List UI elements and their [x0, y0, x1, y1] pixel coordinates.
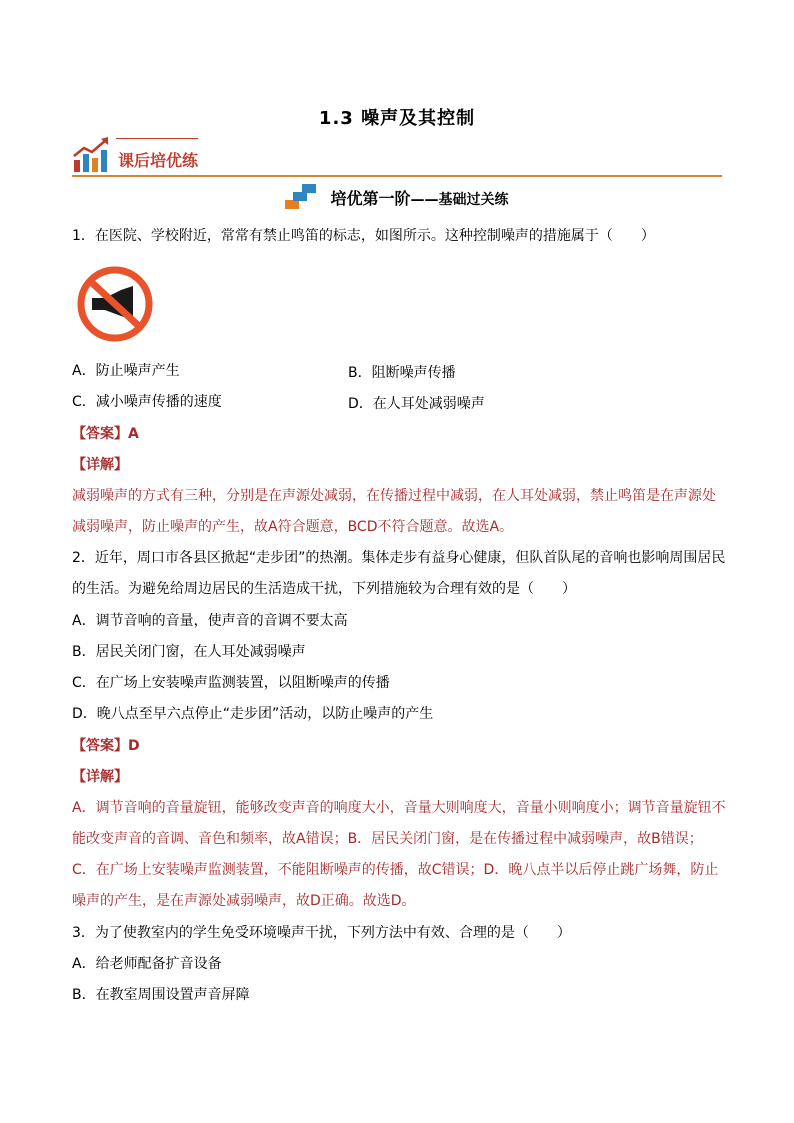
q3-stem: 3．为了使教室内的学生免受环境噪声干扰，下列方法中有效、合理的是（ ）	[72, 925, 571, 941]
growth-chart-icon	[72, 136, 112, 174]
q2-explanation-line: C．在广场上安装噪声监测装置，不能阻断噪声的传播，故C错误；D．晚八点半以后停止跳广场舞，防止	[72, 862, 719, 878]
q1-stem: 1．在医院、学校附近，常常有禁止鸣笛的标志，如图所示。这种控制噪声的措施属于（ ）	[72, 228, 655, 244]
q2-stem-line: 2．近年，周口市各县区掀起“走步团”的热潮。集体走步有益身心健康，但队首队尾的音响也影响周围居民	[72, 550, 726, 566]
stairs-icon	[285, 184, 319, 210]
subsection-dash: ——	[410, 191, 439, 208]
q2-explanation-line: 能改变声音的音调、音色和频率，故A错误；B．居民关闭门窗，是在传播过程中减弱噪声，故B错误；	[72, 831, 703, 847]
section-title: 课后培优练	[118, 151, 199, 170]
q3-option-b: B．在教室周围设置声音屏障	[72, 987, 250, 1003]
q1-option-c: C．减小噪声传播的速度	[72, 394, 222, 410]
q1-detail-label: 【详解】	[72, 457, 128, 473]
subsection-heading	[0, 184, 794, 212]
section-header	[72, 136, 722, 180]
header-topline	[116, 138, 198, 139]
q1-option-d: D．在人耳处减弱噪声	[348, 396, 485, 412]
q1-explanation-line: 减弱噪声，防止噪声的产生，故A符合题意，BCD不符合题意。故选A。	[72, 519, 514, 535]
page-title: 1.3 噪声及其控制	[318, 108, 476, 129]
q3-option-a: A．给老师配备扩音设备	[72, 956, 222, 972]
no-horn-sign-icon	[75, 264, 155, 344]
q2-stem-line: 的生活。为避免给周边居民的生活造成干扰，下列措施较为合理有效的是（ ）	[72, 581, 576, 597]
header-divider	[72, 175, 722, 177]
q1-answer: 【答案】A	[72, 426, 139, 442]
q2-answer: 【答案】D	[72, 738, 140, 754]
q2-option-c: C．在广场上安装噪声监测装置，以阻断噪声的传播	[72, 675, 390, 691]
subsection-sub: 基础过关练	[438, 191, 509, 208]
q2-detail-label: 【详解】	[72, 769, 128, 785]
q2-explanation-line: A．调节音响的音量旋钮，能够改变声音的响度大小，音量大则响度大，音量小则响度小；调节音量旋钮不	[72, 800, 726, 816]
q2-option-d: D．晚八点至早六点停止“走步团”活动，以防止噪声的产生	[72, 706, 434, 722]
q2-option-b: B．居民关闭门窗，在人耳处减弱噪声	[72, 644, 306, 660]
q1-option-a: A．防止噪声产生	[72, 363, 180, 379]
subsection-main: 培优第一阶	[330, 188, 411, 208]
q1-option-b: B．阻断噪声传播	[348, 365, 456, 381]
q1-explanation-line: 减弱噪声的方式有三种，分别是在声源处减弱，在传播过程中减弱，在人耳处减弱，禁止鸣笛是在声源处	[72, 488, 716, 504]
q2-option-a: A．调节音响的音量，使声音的音调不要太高	[72, 613, 348, 629]
q2-explanation-line: 噪声的产生，是在声源处减弱噪声，故D正确。故选D。	[72, 893, 416, 909]
